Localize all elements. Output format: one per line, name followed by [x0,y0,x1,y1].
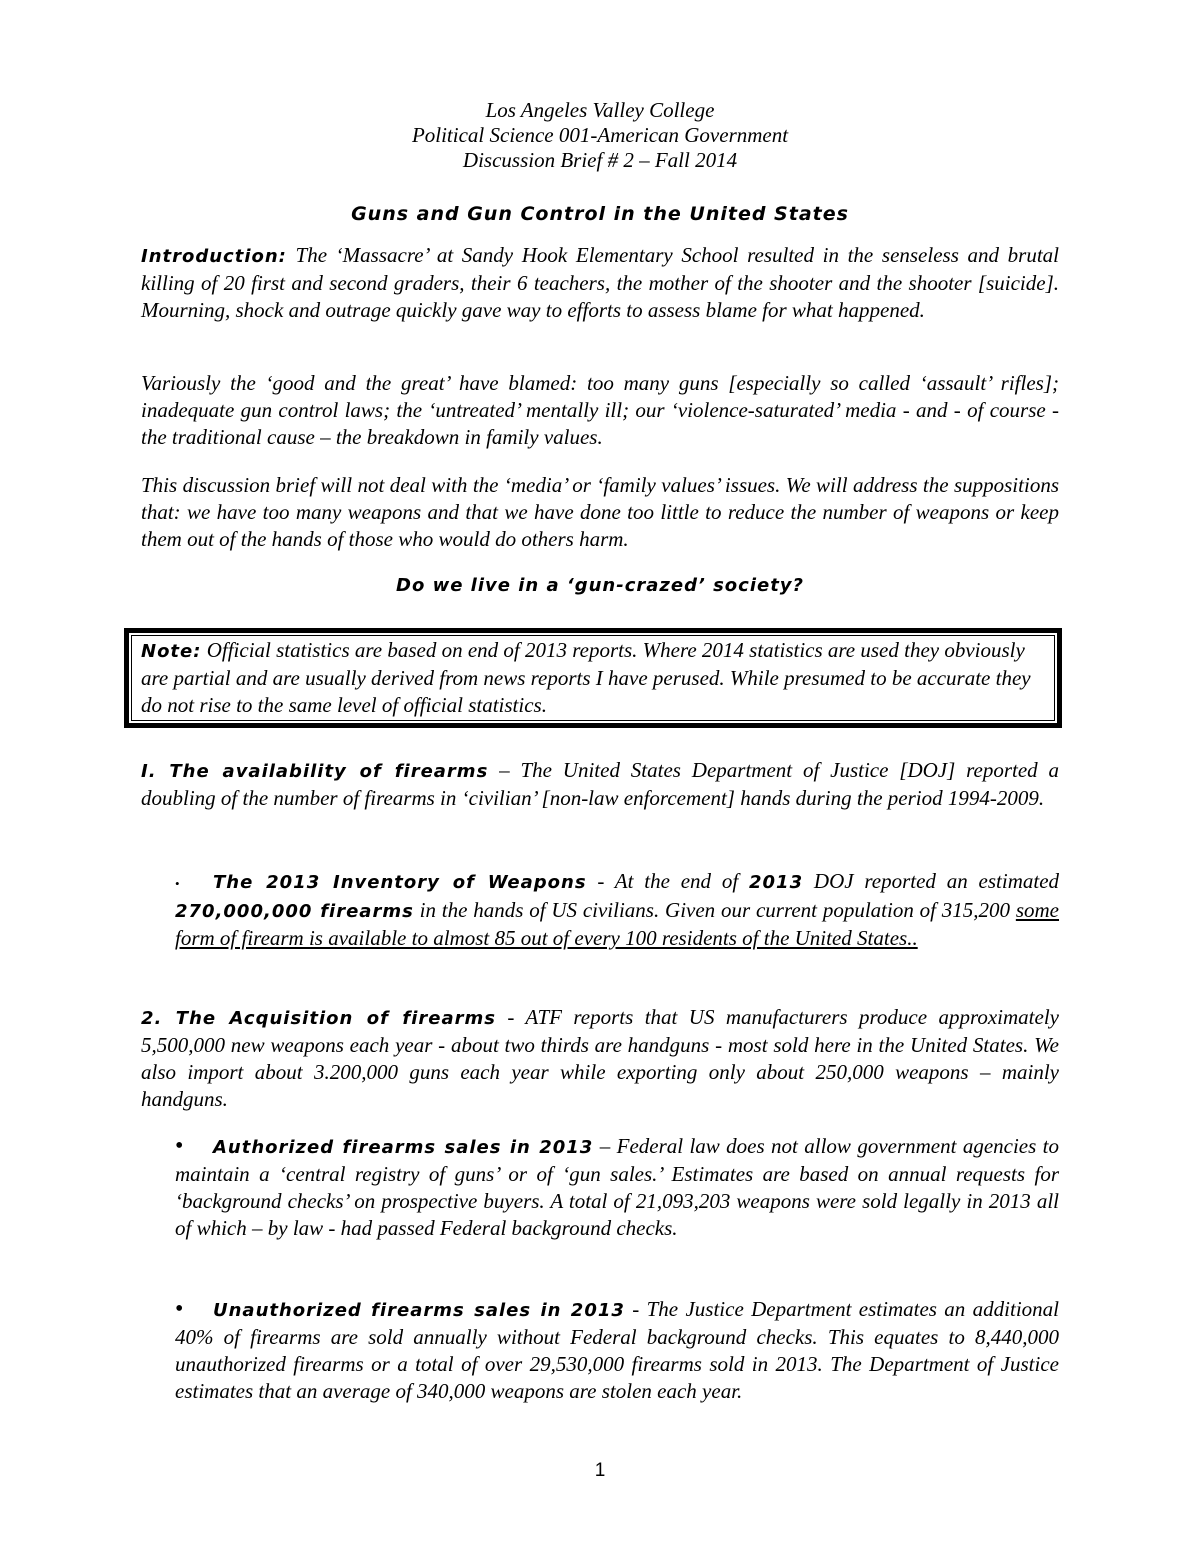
unauthorized-sales-bullet [175,1296,1059,1405]
inventory-year: 2013 [749,872,804,893]
inventory-underlined-text: some form of firearm is available to almost 85 out of every 100 residents of the United States.. [175,898,1060,950]
page-number: 1 [594,1460,606,1481]
inventory-bullet [175,868,1059,952]
scope-paragraph: This discussion brief will not deal with the ‘media’ or ‘family values’ issues. We will address the suppositions that: we have too many weapons and that we have done too little to reduce the number of weapons or keep them out of the hands of those who would do others harm. [141,473,1059,551]
note-body: Official statistics are based on end of 2013 reports. Where 2014 statistics are used they obviously are partial and are usually derived from news reports I have perused. While presumed to be accurate they do not rise to the same level of official statistics. [141,638,1031,717]
inventory-text-1: - At the end of [597,869,739,893]
authorized-sales-heading: Authorized firearms sales in 2013 [213,1137,594,1158]
section-1-paragraph [141,757,1059,812]
bullet-point: • [175,1296,184,1322]
inventory-count: 270,000,000 firearms [175,901,414,922]
document-title: Guns and Gun Control in the United States [351,203,849,225]
note-label: Note: [141,641,202,662]
inventory-text-2: DOJ reported an estimated [813,869,1060,893]
authorized-sales-text: – Federal law does not allow government agencies to maintain a ‘central registry of guns’ or of ‘gun sales.’ Estimates are based on annual requests for ‘background checks’ on prospective buyers. A total of 21,093,203 weapons were sold legally in 2013 all of which – by law - had passed Federal background checks. [175,1134,1060,1240]
section-2-heading: 2. The Acquisition of firearms [141,1008,496,1029]
section-1-text: – The United States Department of Justice [DOJ] reported a doubling of the number of firearms in ‘civilian’ [non-law enforcement] hands during the period 1994-2009. [141,758,1059,810]
unauthorized-sales-text: - The Justice Department estimates an additional 40% of firearms are sold annually without Federal background checks. This equates to 8,440,000 unauthorized firearms or a total of over 29,530,000 firearms sold in 2013. The Department of Justice estimates that an average of 340,000 weapons are stolen each year. [175,1297,1060,1403]
section-1-heading: I. The availability of firearms [141,761,489,782]
document-header [0,98,1200,173]
college-name: Los Angeles Valley College [485,98,715,122]
intro-paragraph [141,242,1059,324]
intro-text: The ‘Massacre’ at Sandy Hook Elementary School resulted in the senseless and brutal killing of 20 first and second graders, their 6 teachers, the mother of the shooter and the shooter [suicide]. Mourning, shock and outrage quickly gave way to efforts to assess blame for what happened. [141,243,1059,322]
authorized-sales-bullet [175,1133,1059,1242]
section-2-paragraph [141,1004,1059,1113]
bullet-point: • [175,876,180,891]
note-text [141,637,1056,719]
bullet-point: • [175,1133,184,1159]
section-2-text: - ATF reports that US manufacturers produce approximately 5,500,000 new weapons each year - about two thirds are handguns - most sold here in the United States. We also import about 3.200,000 guns each year while exporting only about 250,000 weapons – mainly handguns. [141,1005,1059,1111]
brief-label: Discussion Brief # 2 – Fall 2014 [462,148,738,172]
inventory-text-3: in the hands of US civilians. Given our current population of 315,200 [419,898,1011,922]
unauthorized-sales-heading: Unauthorized firearms sales in 2013 [213,1300,625,1321]
inventory-heading: The 2013 Inventory of Weapons [213,872,587,893]
course-name: Political Science 001-American Government [411,123,789,147]
blame-paragraph: Variously the ‘good and the great’ have blamed: too many guns [especially so called ‘assault’ rifles]; inadequate gun control laws; the ‘untreated’ mentally ill; our ‘violence-saturated’ media - and - of course - the traditional cause – the breakdown in family values. [141,371,1059,449]
intro-label: Introduction: [141,246,287,267]
section-subheading: Do we live in a ‘gun-crazed’ society? [396,575,804,596]
